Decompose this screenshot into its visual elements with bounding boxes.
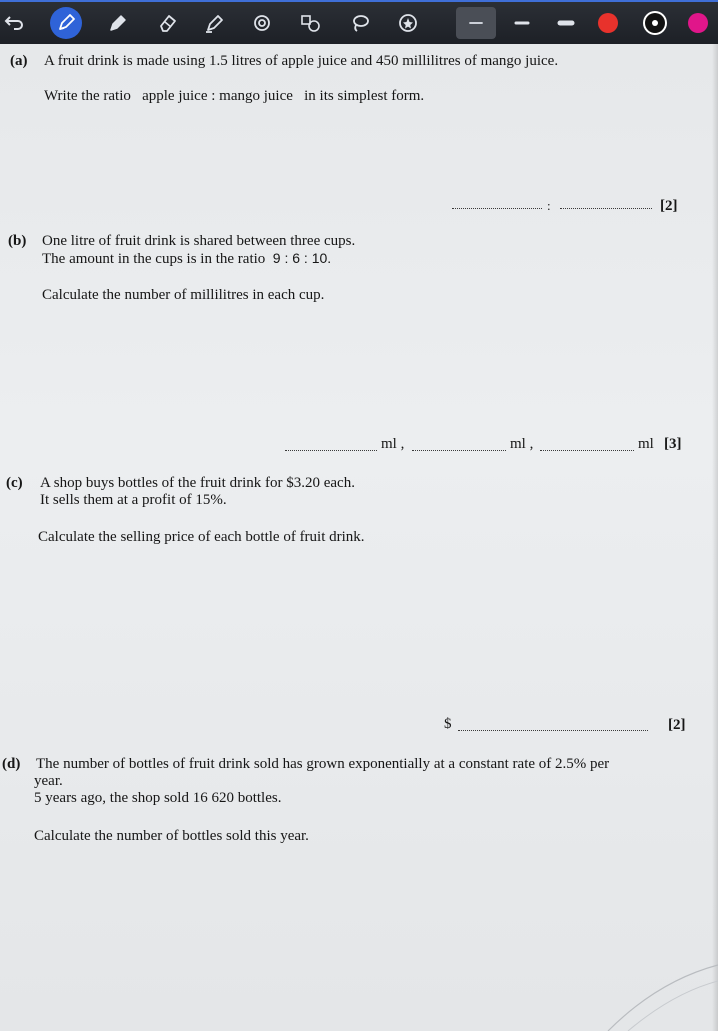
undo-icon[interactable]	[0, 9, 28, 37]
question-b-ratio-line	[42, 250, 331, 268]
answer-a-separator: :	[547, 198, 551, 213]
highlighter-icon[interactable]	[200, 9, 228, 37]
question-b-ratio-prefix: The amount in the cups is in the ratio	[42, 251, 266, 267]
question-c-instruction: Calculate the selling price of each bottle of fruit drink.	[38, 529, 365, 545]
answer-line-a1[interactable]	[452, 208, 542, 209]
eraser-icon[interactable]	[153, 9, 181, 37]
question-a-text: A fruit drink is made using 1.5 litres of apple juice and 450 millilitres of mango juice.	[44, 53, 559, 69]
shapes-icon[interactable]	[296, 9, 324, 37]
selected-indicator	[652, 20, 658, 26]
lasso-icon[interactable]	[248, 9, 276, 37]
question-c-marks: [2]	[668, 717, 686, 733]
thin-line-icon[interactable]	[456, 7, 496, 39]
color-black-swatch[interactable]	[645, 13, 665, 33]
pen-icon[interactable]	[50, 7, 82, 39]
question-d-text: The number of bottles of fruit drink sold has grown exponentially at a constant rate of 2.5% per	[36, 756, 610, 772]
question-a-label: (a)	[10, 53, 28, 69]
question-c-label: (c)	[6, 475, 23, 491]
page-curl-decoration	[598, 941, 718, 1031]
question-d-label: (d)	[2, 756, 21, 772]
question-b-text: One litre of fruit drink is shared between three cups.	[42, 233, 356, 249]
marker-icon[interactable]	[104, 9, 132, 37]
question-b-instruction: Calculate the number of millilitres in each cup.	[42, 287, 325, 303]
page-edge-shadow	[712, 44, 718, 1031]
question-a-instruction-suffix: in its simplest form.	[304, 88, 425, 104]
medium-line-icon[interactable]	[508, 9, 536, 37]
drawing-toolbar	[0, 0, 718, 44]
question-c-text: A shop buys bottles of the fruit drink for $3.20 each.	[40, 475, 355, 491]
answer-b2-unit: ml ,	[510, 436, 534, 452]
question-c-profit: It sells them at a profit of 15%.	[40, 492, 227, 508]
question-d-text-cont: year.	[34, 773, 63, 789]
sticker-icon[interactable]	[394, 9, 422, 37]
lasso-select-icon[interactable]	[346, 9, 374, 37]
question-b-marks: [3]	[664, 436, 682, 452]
answer-b1-unit: ml ,	[381, 436, 405, 452]
answer-line-a2[interactable]	[560, 208, 652, 209]
answer-b3-unit: ml	[638, 436, 654, 452]
answer-line-b1[interactable]	[285, 450, 377, 451]
question-a-ratio-text: apple juice : mango juice	[142, 88, 293, 104]
question-b-label: (b)	[8, 233, 27, 249]
thick-line-icon[interactable]	[552, 9, 580, 37]
color-red-swatch[interactable]	[598, 13, 618, 33]
question-d-instruction: Calculate the number of bottles sold this year.	[34, 828, 309, 844]
question-a-instruction-prefix: Write the ratio	[44, 88, 131, 104]
question-b-ratio: 9 : 6 : 10.	[272, 250, 332, 266]
answer-line-b2[interactable]	[412, 450, 506, 451]
question-d-bottles: 5 years ago, the shop sold 16 620 bottles.	[34, 790, 282, 806]
answer-c-currency: $	[444, 716, 452, 732]
answer-line-b3[interactable]	[540, 450, 634, 451]
answer-line-c[interactable]	[458, 730, 648, 731]
exam-page[interactable]	[0, 44, 718, 1031]
question-a-marks: [2]	[660, 198, 678, 214]
color-magenta-swatch[interactable]	[688, 13, 708, 33]
question-a-instruction	[44, 88, 424, 105]
